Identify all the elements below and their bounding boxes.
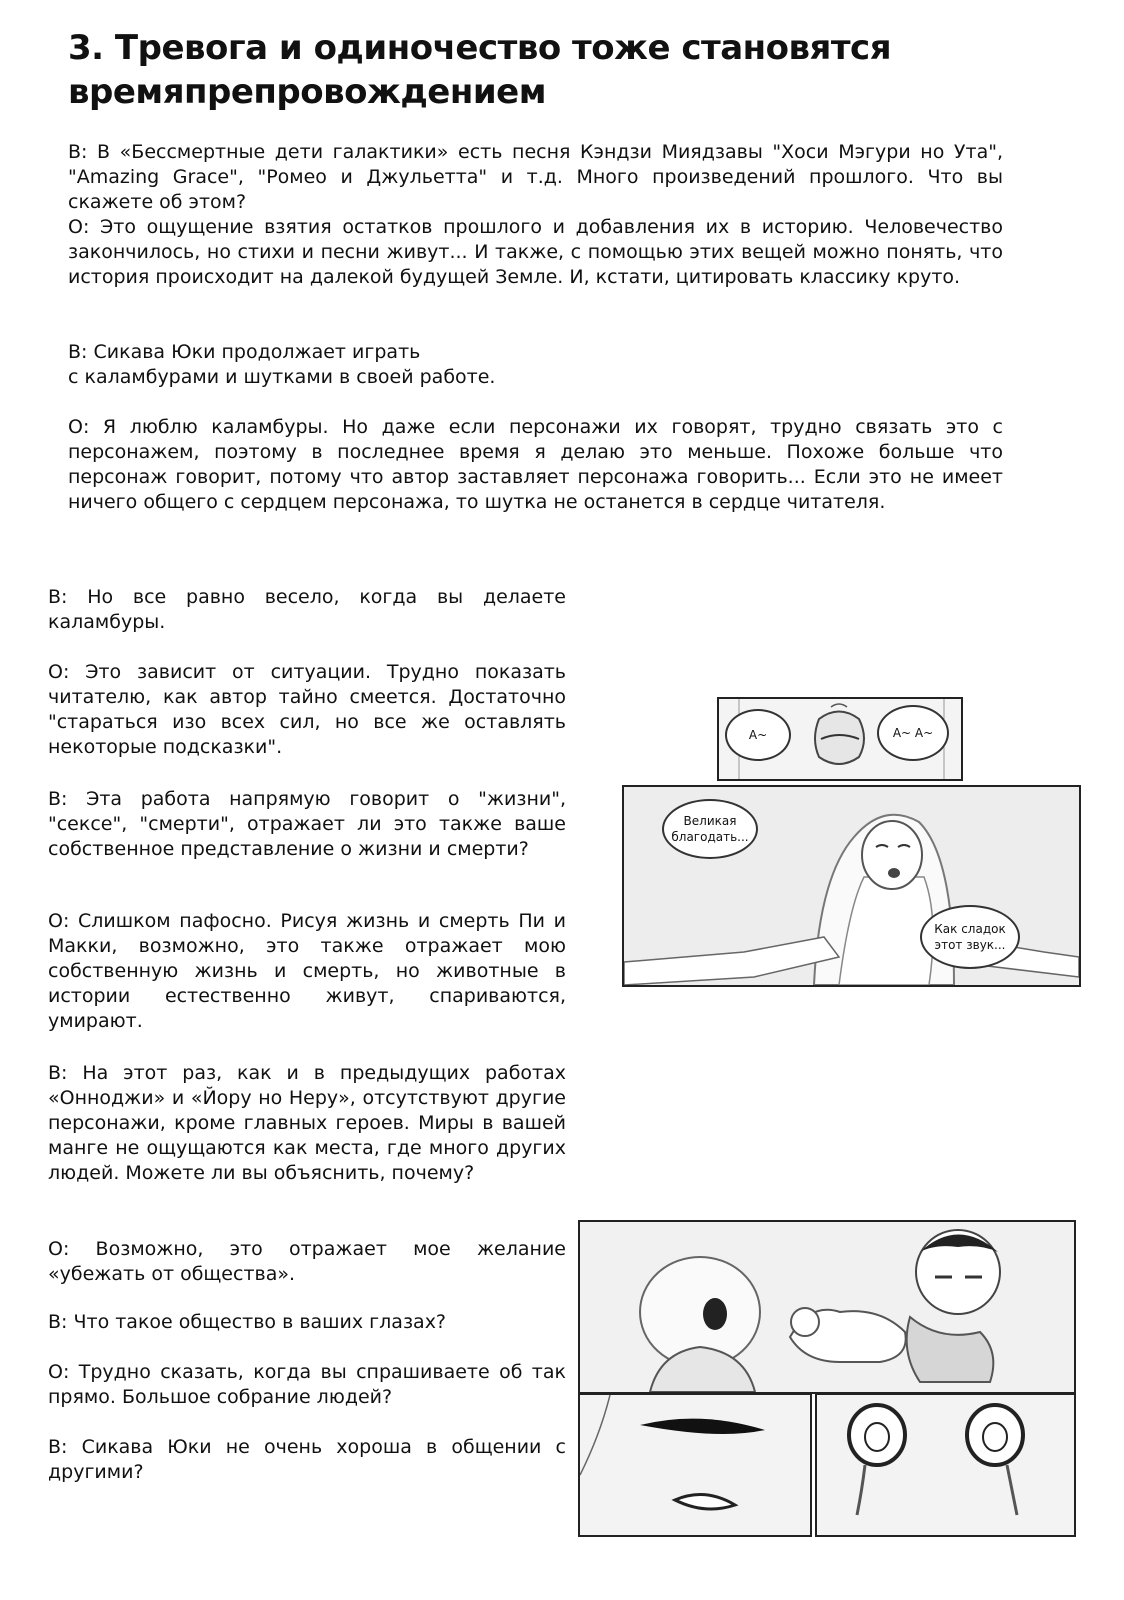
answer-paragraph: О: Это зависит от ситуации. Трудно показать читателю, как автор тайно смеется. Достаточно "стараться изо всех сил, но все же оставлять некоторые подсказки". [48, 661, 566, 758]
page-title: 3. Тревога и одиночество тоже становятся времяпрепровождением [68, 28, 892, 112]
answer-paragraph: О: Это ощущение взятия остатков прошлого и добавления их в историю. Человечество закончилось, но стихи и песни живут... И также, с помощью этих вещей можно понять, что история происходит на далекой будущей Земле. И, кстати, цитировать классику круто. [68, 216, 1003, 288]
speech-bubble: А~ А~ [877, 705, 949, 761]
manga-panel-mouth [717, 697, 963, 781]
speech-bubble: А~ [725, 709, 791, 761]
puppy-scene-drawing [580, 1222, 1074, 1392]
speech-bubble: Как сладок этот звук... [920, 905, 1020, 969]
question-paragraph: В: В «Бессмертные дети галактики» есть песня Кэндзи Миядзавы "Хоси Мэгури но Ута", "Amazing Grace", "Ромео и Джульетта" и т.д. Много произведений прошлого. Что вы скажете об этом? [68, 141, 1003, 213]
teary-eyes-drawing [817, 1395, 1074, 1535]
answer-paragraph: О: Трудно сказать, когда вы спрашиваете об так прямо. Большое собрание людей? [48, 1361, 566, 1408]
question-paragraph: В: Сикава Юки продолжает играть с каламбурами и шутками в своей работе. [68, 341, 496, 388]
answer-paragraph: О: Возможно, это отражает мое желание «убежать от общества». [48, 1238, 566, 1285]
speech-bubble: Великая благодать... [662, 799, 758, 859]
manga-panel-face-closeup-left [578, 1393, 812, 1537]
question-paragraph: В: На этот раз, как и в предыдущих работах «Онноджи» и «Йору но Неру», отсутствуют другие персонажи, кроме главных героев. Миры в вашей манге не ощущаются как места, где много других людей. Можете ли вы объяснить, почему? [48, 1062, 566, 1184]
question-paragraph: В: Но все равно весело, когда вы делаете каламбуры. [48, 586, 566, 633]
question-paragraph: В: Сикава Юки не очень хороша в общении с другими? [48, 1436, 566, 1483]
answer-paragraph: О: Я люблю каламбуры. Но даже если персонажи их говорят, трудно связать это с персонажем, поэтому в последнее время я делаю это меньше. Похоже больше что персонаж говорит, потому что автор заставляет персонажа говорить... Если это не имеет ничего общего с сердцем персонажа, то шутка не останется в сердце читателя. [68, 416, 1003, 513]
face-closeup-drawing [580, 1395, 810, 1535]
manga-panel-puppy [578, 1220, 1076, 1394]
answer-paragraph: О: Слишком пафосно. Рисуя жизнь и смерть Пи и Макки, возможно, это также отражает мою собственную жизнь и смерть, но животные в истории естественно живут, спариваются, умирают. [48, 910, 566, 1032]
question-paragraph: В: Эта работа напрямую говорит о "жизни", "сексе", "смерти", отражает ли это также ваше собственное представление о жизни и смерти? [48, 788, 566, 860]
question-paragraph: В: Что такое общество в ваших глазах? [48, 1311, 447, 1333]
manga-panel-face-closeup-right [815, 1393, 1076, 1537]
manga-panel-singing-girl [622, 785, 1081, 987]
